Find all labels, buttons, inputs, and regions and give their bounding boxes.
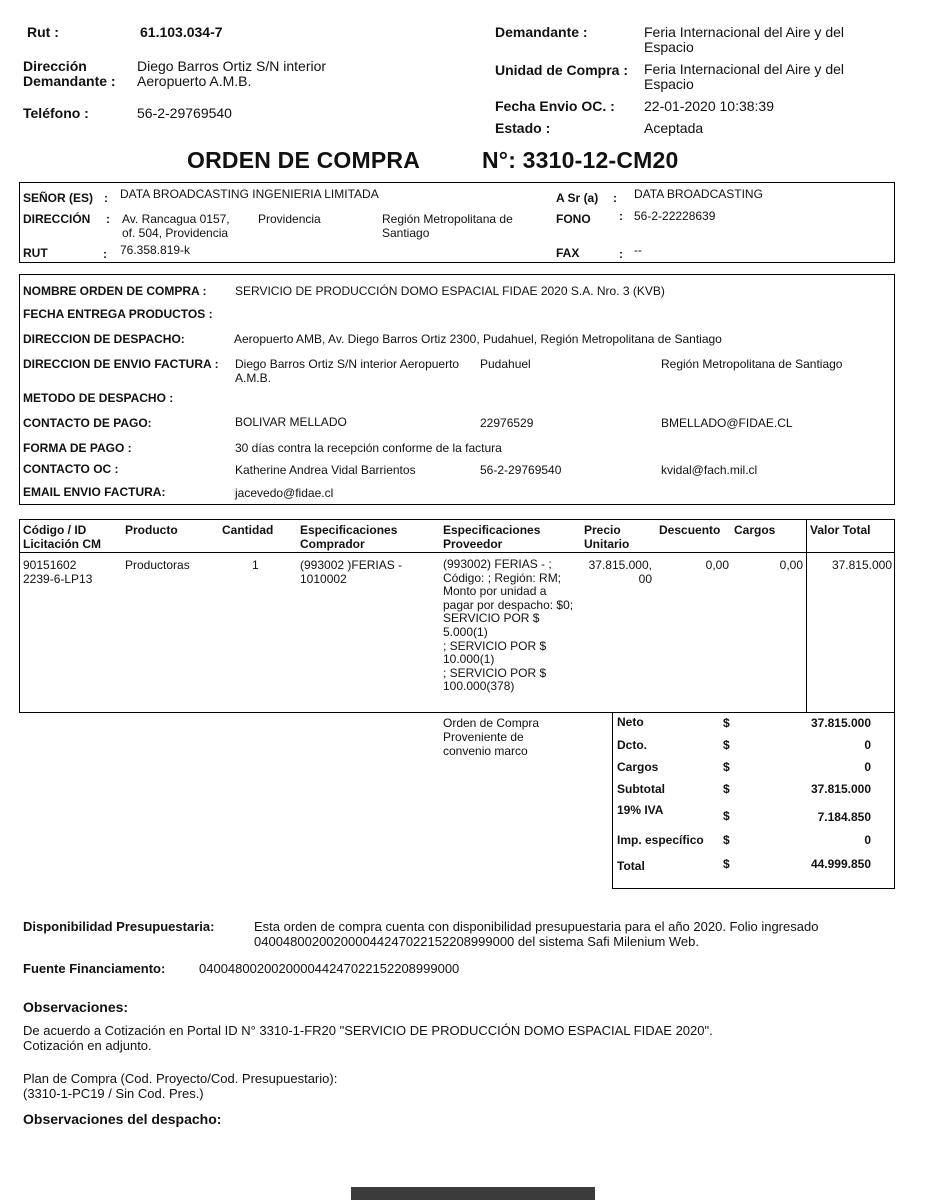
direccion-envio-value: Diego Barros Ortiz S/N interior Aeropuerto A.M.B. xyxy=(235,357,460,385)
col-header-esp-proveedor: Especificaciones Proveedor xyxy=(443,523,541,551)
col-header-esp-comprador: Especificaciones Comprador xyxy=(300,523,398,551)
senor-label: SEÑOR (ES) xyxy=(23,191,94,205)
cell-cargos: 0,00 xyxy=(779,558,803,572)
fax-colon: : xyxy=(619,247,623,261)
col-header-descuento: Descuento xyxy=(659,523,721,537)
direccion-envio-comuna: Pudahuel xyxy=(480,357,531,371)
total-value-cargos: 0 xyxy=(864,760,871,774)
contacto-oc-name: Katherine Andrea Vidal Barrientos xyxy=(235,463,416,477)
cell-valor: 37.815.000 xyxy=(831,558,892,572)
total-label-total: Total xyxy=(617,859,645,873)
total-value-subtotal: 37.815.000 xyxy=(810,782,871,796)
email-factura-label: EMAIL ENVIO FACTURA: xyxy=(23,485,166,499)
unidad-compra-label: Unidad de Compra : xyxy=(495,62,629,78)
total-currency-iva: $ xyxy=(723,809,730,823)
total-currency-imp: $ xyxy=(723,833,730,847)
cell-descuento: 0,00 xyxy=(705,558,729,572)
contacto-oc-email: kvidal@fach.mil.cl xyxy=(661,463,758,477)
direccion-label: DIRECCIÓN xyxy=(23,212,91,226)
direccion-despacho-value: Aeropuerto AMB, Av. Diego Barros Ortiz 2300, Pudahuel, Región Metropolitana de Santiago xyxy=(234,332,722,346)
metodo-despacho-label: METODO DE DESPACHO : xyxy=(23,391,174,405)
total-label-cargos: Cargos xyxy=(617,760,659,774)
direccion-despacho-label: DIRECCION DE DESPACHO: xyxy=(23,332,185,346)
total-label-neto: Neto xyxy=(617,715,644,729)
contacto-pago-label: CONTACTO DE PAGO: xyxy=(23,416,152,430)
direccion-demandante-value: Diego Barros Ortiz S/N interior Aeropuerto A.M.B. xyxy=(137,58,327,89)
plan-compra-value: Plan de Compra (Cod. Proyecto/Cod. Presupuestario): (3310-1-PC19 / Sin Cod. Pres.) xyxy=(23,1071,338,1101)
direccion-envio-label: DIRECCION DE ENVIO FACTURA : xyxy=(23,357,219,371)
total-currency-dcto: $ xyxy=(723,738,730,752)
cell-esp-proveedor: (993002) FERIAS - ; Código: ; Región: RM; Monto por unidad a pagar por despacho: $0; SERVICIO POR $ 5.000(1) ; SERVICIO POR $ 10.000(1) ; SERVICIO POR $ 100.000(378) xyxy=(443,557,574,694)
page-title: ORDEN DE COMPRA xyxy=(187,147,421,173)
rut-value: 61.103.034-7 xyxy=(140,24,223,40)
unidad-compra-value: Feria Internacional del Aire y del Espacio xyxy=(644,61,844,92)
total-value-neto: 37.815.000 xyxy=(810,716,871,730)
rut-supplier-value: 76.358.819-k xyxy=(120,243,191,257)
total-value-dcto: 0 xyxy=(864,738,871,752)
convenio-note: Orden de Compra Proveniente de convenio marco xyxy=(443,716,540,758)
disponibilidad-label: Disponibilidad Presupuestaria: xyxy=(23,919,215,934)
col-header-precio: Precio Unitario xyxy=(584,523,630,551)
cell-precio: 37.815.000, 00 xyxy=(588,558,652,586)
asr-label: A Sr (a) xyxy=(556,191,599,205)
cell-esp-comprador: (993002 )FERIAS - 1010002 xyxy=(300,558,403,586)
direccion-demandante-label: Dirección Demandante : xyxy=(23,58,116,89)
total-currency-neto: $ xyxy=(723,716,730,730)
rut-supplier-label: RUT xyxy=(23,246,48,260)
demandante-value: Feria Internacional del Aire y del Espacio xyxy=(644,24,844,55)
total-label-dcto: Dcto. xyxy=(617,738,647,752)
col-header-codigo: Código / ID Licitación CM xyxy=(23,523,102,551)
observaciones-label: Observaciones: xyxy=(23,999,129,1015)
total-label-iva: 19% IVA xyxy=(617,803,664,817)
contacto-pago-phone: 22976529 xyxy=(480,416,534,430)
total-value-iva: 7.184.850 xyxy=(817,810,871,824)
disponibilidad-value: Esta orden de compra cuenta con disponibilidad presupuestaria para el año 2020. Folio ingresado 040048002002000044247022152208999000 del sistema Safi Milenium Web. xyxy=(254,919,819,949)
items-header-divider xyxy=(19,552,895,553)
fuente-label: Fuente Financiamento: xyxy=(23,961,166,976)
telefono-value: 56-2-29769540 xyxy=(137,105,232,121)
asr-colon: : xyxy=(613,191,617,205)
direccion-envio-region: Región Metropolitana de Santiago xyxy=(661,357,843,371)
estado-value: Aceptada xyxy=(644,120,704,136)
fax-label: FAX xyxy=(556,246,580,260)
contacto-oc-phone: 56-2-29769540 xyxy=(480,463,562,477)
col-header-producto: Producto xyxy=(125,523,178,537)
email-factura-value: jacevedo@fidae.cl xyxy=(235,486,334,500)
forma-pago-label: FORMA DE PAGO : xyxy=(23,441,132,455)
telefono-label: Teléfono : xyxy=(23,105,89,121)
fono-label: FONO xyxy=(556,212,591,226)
rut-supplier-colon: : xyxy=(103,247,107,261)
order-number: N°: 3310-12-CM20 xyxy=(482,147,679,173)
total-value-total: 44.999.850 xyxy=(810,857,871,871)
total-value-imp: 0 xyxy=(864,833,871,847)
col-header-valor: Valor Total xyxy=(810,523,871,537)
total-currency-subtotal: $ xyxy=(723,782,730,796)
total-label-imp: Imp. específico xyxy=(617,833,704,847)
senor-value: DATA BROADCASTING INGENIERIA LIMITADA xyxy=(120,187,379,201)
fecha-envio-label: Fecha Envio OC. : xyxy=(495,98,615,114)
direccion-colon: : xyxy=(106,212,110,226)
col-header-cargos: Cargos xyxy=(734,523,776,537)
comuna-value: Providencia xyxy=(258,212,321,226)
asr-value: DATA BROADCASTING xyxy=(634,187,763,201)
forma-pago-value: 30 días contra la recepción conforme de la factura xyxy=(235,441,502,455)
fax-value: -- xyxy=(634,243,642,257)
cell-codigo: 90151602 2239-6-LP13 xyxy=(23,558,93,586)
nombre-orden-value: SERVICIO DE PRODUCCIÓN DOMO ESPACIAL FIDAE 2020 S.A. Nro. 3 (KVB) xyxy=(235,284,665,298)
cell-producto: Productoras xyxy=(125,558,190,572)
contacto-pago-name: BOLIVAR MELLADO xyxy=(235,415,347,429)
rut-label: Rut : xyxy=(27,24,59,40)
demandante-label: Demandante : xyxy=(495,24,588,40)
fecha-entrega-label: FECHA ENTREGA PRODUCTOS : xyxy=(23,307,213,321)
region-value: Región Metropolitana de Santiago xyxy=(382,212,513,240)
contacto-pago-email: BMELLADO@FIDAE.CL xyxy=(661,416,793,430)
observaciones-despacho-label: Observaciones del despacho: xyxy=(23,1111,222,1127)
total-currency-cargos: $ xyxy=(723,760,730,774)
senor-colon: : xyxy=(104,191,108,205)
bottom-overlay-bar xyxy=(351,1187,595,1200)
fono-value: 56-2-22228639 xyxy=(634,209,716,223)
observaciones-value: De acuerdo a Cotización en Portal ID N° 3310-1-FR20 "SERVICIO DE PRODUCCIÓN DOMO ESPACIAL FIDAE 2020". Cotización en adjunto. xyxy=(23,1023,713,1053)
contacto-oc-label: CONTACTO OC : xyxy=(23,462,119,476)
total-currency-total: $ xyxy=(723,857,730,871)
cell-cantidad: 1 xyxy=(252,558,259,572)
total-label-subtotal: Subtotal xyxy=(617,782,665,796)
col-header-cantidad: Cantidad xyxy=(222,523,274,537)
nombre-orden-label: NOMBRE ORDEN DE COMPRA : xyxy=(23,284,207,298)
items-valor-divider xyxy=(806,519,807,713)
fecha-envio-value: 22-01-2020 10:38:39 xyxy=(644,98,774,114)
fono-colon: : xyxy=(619,209,623,223)
fuente-value: 040048002002000044247022152208999000 xyxy=(199,961,460,976)
estado-label: Estado : xyxy=(495,120,551,136)
direccion-value: Av. Rancagua 0157, of. 504, Providencia xyxy=(122,212,230,240)
